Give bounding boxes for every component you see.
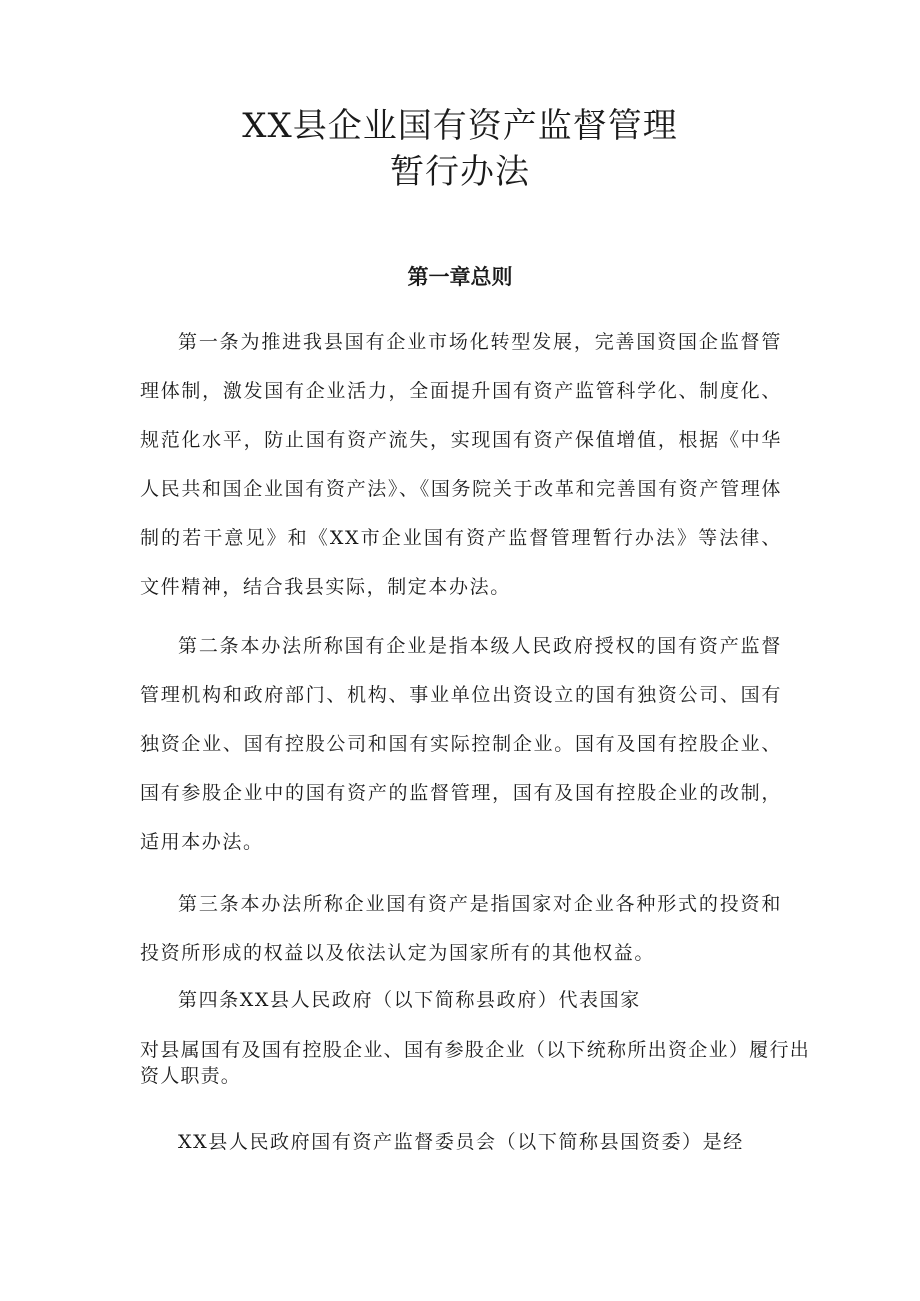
- article-3-paragraph: 第三条本办法所称企业国有资产是指国家对企业各种形式的投资和投资所形成的权益以及依法认定为国家所有的其他权益。: [140, 893, 782, 964]
- article-2-paragraph: 第二条本办法所称国有企业是指本级人民政府授权的国有资产监督管理机构和政府部门、机构、事业单位出资设立的国有独资公司、国有独资企业、国有控股公司和国有实际控制企业。国有及国有控股企业、国有参股企业中的国有资产的监督管理，国有及国有控股企业的改制，适用本办法。: [140, 635, 782, 853]
- article-1-paragraph: 第一条为推进我县国有企业市场化转型发展，完善国资国企监督管理体制，激发国有企业活力，全面提升国有资产监管科学化、制度化、规范化水平，防止国有资产流失，实现国有资产保值增值，根据《中华人民共和国企业国有资产法》、《国务院关于改革和完善国有资产管理体制的若干意见》和《XX市企业国有资产监督管理暂行办法》等法律、文件精神，结合我县实际，制定本办法。: [140, 331, 782, 598]
- article-4-paragraph: 第四条XX县人民政府（以下简称县政府）代表国家: [178, 989, 641, 1011]
- document-title-line-1: XX县企业国有资产监督管理: [242, 106, 678, 146]
- document-title-line-2: 暂行办法: [390, 152, 530, 192]
- chapter-heading: 第一章总则: [407, 265, 513, 289]
- sasac-paragraph: XX县人民政府国有资产监督委员会（以下简称县国资委）是经: [178, 1131, 744, 1153]
- article-4-continuation: 对县属国有及国有控股企业、国有参股企业（以下统称所出资企业）履行出资人职责。: [140, 1039, 810, 1087]
